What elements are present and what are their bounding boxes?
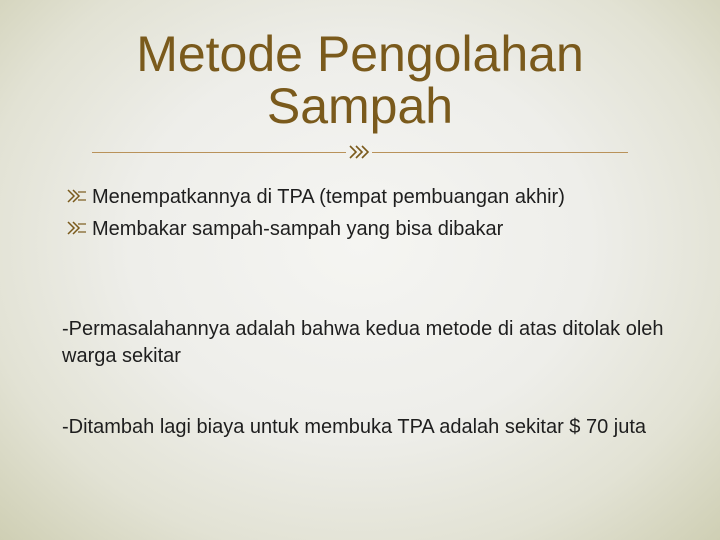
slide-title: Metode Pengolahan Sampah (136, 26, 584, 134)
bullet-item (34, 216, 674, 242)
body-paragraph: -Ditambah lagi biaya untuk membuka TPA adalah sekitar $ 70 juta (62, 416, 647, 438)
title-divider-left (92, 152, 346, 153)
bullet-text: Menempatkannya di TPA (tempat pembuangan akhir) (92, 186, 565, 208)
double-chevron-icon (66, 220, 88, 236)
title-ornament-icon (346, 140, 372, 164)
bullet-list (34, 184, 674, 248)
bullet-text: Membakar sampah-sampah yang bisa dibakar (92, 218, 504, 240)
title-divider-right (372, 152, 628, 153)
double-chevron-icon (66, 188, 88, 204)
bullet-item (34, 184, 674, 210)
body-paragraph: -Permasalahannya adalah bahwa kedua metode di atas ditolak oleh warga sekitar (62, 318, 664, 367)
